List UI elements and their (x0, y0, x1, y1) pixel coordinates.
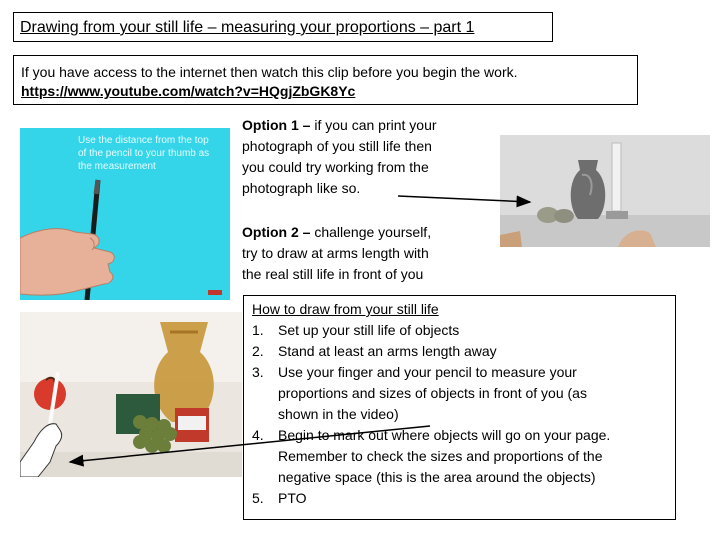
step-text: negative space (this is the area around the objects) (278, 469, 596, 485)
arrow-to-fruit-photo (70, 426, 430, 462)
option-1-line: you could try working from the (242, 159, 429, 175)
option-1-label: Option 1 – (242, 117, 311, 133)
step-text: PTO (278, 490, 307, 506)
option-2-line: try to draw at arms length with (242, 245, 429, 261)
option-2-line: challenge yourself, (314, 224, 432, 240)
option-1-line: if you can print your (314, 117, 437, 133)
step-number: 2. (252, 343, 264, 359)
step-text: Stand at least an arms length away (278, 343, 497, 359)
step-text: proportions and sizes of objects in front of you (as (278, 385, 587, 401)
step-number: 1. (252, 322, 264, 338)
option-2-line: the real still life in front of you (242, 266, 424, 282)
page-title: Drawing from your still life – measuring your proportions – part 1 (20, 19, 475, 36)
step-number: 3. (252, 364, 264, 380)
step-number: 5. (252, 490, 264, 506)
instructions-heading: How to draw from your still life (252, 301, 439, 317)
step-text: Use your finger and your pencil to measure your (278, 364, 577, 380)
option-2-label: Option 2 – (242, 224, 311, 240)
video-caption-line: the measurement (78, 161, 156, 172)
video-caption-line: Use the distance from the top (78, 135, 209, 146)
step-text: Set up your still life of objects (278, 322, 460, 338)
option-1-line: photograph like so. (242, 180, 361, 196)
arrow-to-photograph (398, 196, 530, 202)
step-text: Remember to check the sizes and proportions of the (278, 448, 603, 464)
step-text: shown in the video) (278, 406, 399, 422)
step-number: 4. (252, 427, 264, 443)
video-caption-line: of the pencil to your thumb as (78, 148, 210, 159)
step-text: Begin to mark out where objects will go on your page. (278, 427, 611, 443)
video-link[interactable]: https://www.youtube.com/watch?v=HQgjZbGK8Yc (21, 83, 356, 99)
option-1-line: photograph of you still life then (242, 138, 432, 154)
intro-text: If you have access to the internet then watch this clip before you begin the work. (21, 64, 518, 80)
